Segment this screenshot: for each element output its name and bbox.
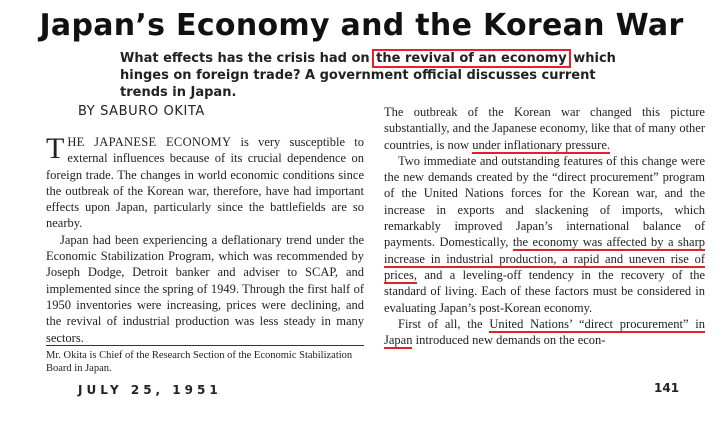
drop-cap: T — [46, 132, 65, 165]
lead-smallcaps: HE JAPANESE ECONOMY — [67, 135, 232, 149]
page-number: 141 — [654, 381, 680, 395]
right-paragraph-2 — [384, 153, 705, 316]
right-paragraph-1-text: The outbreak of the Korean war changed this picture substantially, and the Japanese economy, like that of many other countries, is now — [384, 105, 705, 152]
right-paragraph-2-text-after: and a leveling-off tendency in the recovery of the standard of living. Each of these factors must be considered in evaluating Japan’s post-Korean economy. — [384, 267, 705, 315]
author-footnote: Mr. Okita is Chief of the Research Section of the Economic Stabilization Board in Japan. — [46, 350, 353, 374]
left-paragraph-2: Japan had been experiencing a deflationary trend under the Economic Stabilization Program, which was recommended by Joseph Dodge, Detroit banker and adviser to SCAP, and implemented since the spring of 1949. Through the first half of 1950 inventories were increasing, prices were declining, and the revival of industrial production was less steady in many sectors. — [46, 232, 364, 345]
right-paragraph-3-text-before: First of all, the — [398, 316, 490, 331]
right-column — [384, 104, 705, 348]
article-subtitle — [120, 50, 640, 101]
right-paragraph-3-text-after: introduced new demands on the econ- — [412, 333, 606, 348]
left-column — [46, 134, 364, 346]
right-paragraph-3 — [384, 316, 705, 349]
subtitle-text-after: which hinges on foreign trade? A government official discusses current trends in Japan. — [120, 51, 616, 100]
subtitle-highlight-box: the revival of an economy — [376, 51, 567, 66]
right-paragraph-2-text-before: Two immediate and outstanding features of this change were the new demands created by the “direct procurement” program of the United Nations forces for the Korean war, and the increase in exports and slackening of imports, which remarkably improved Japan’s international balance of payments. Domestically, — [384, 153, 705, 250]
subtitle-text-before: What effects has the crisis had on — [120, 51, 375, 66]
issue-date: JULY 25, 1951 — [78, 383, 222, 397]
underline-industrial-production: the economy was affected by a sharp increase in industrial production, a rapid and uneven rise of prices, — [384, 235, 705, 282]
left-paragraph-1 — [46, 134, 364, 232]
underline-inflationary-pressure: under inflationary pressure. — [472, 137, 610, 152]
right-paragraph-1 — [384, 104, 705, 153]
footnote-rule — [46, 345, 364, 346]
byline: BY SABURO OKITA — [78, 104, 205, 119]
left-paragraph-1-text: is very susceptible to external influences because of its crucial dependence on foreign trade. The changes in world economic conditions since the outbreak of the Korean war, therefore, have had important effects upon Japan, particularly since the battlefields are so nearby. — [46, 135, 364, 231]
underline-direct-procurement: United Nations’ “direct procurement” in Japan — [384, 316, 705, 348]
article-title: Japan’s Economy and the Korean War — [39, 8, 684, 43]
